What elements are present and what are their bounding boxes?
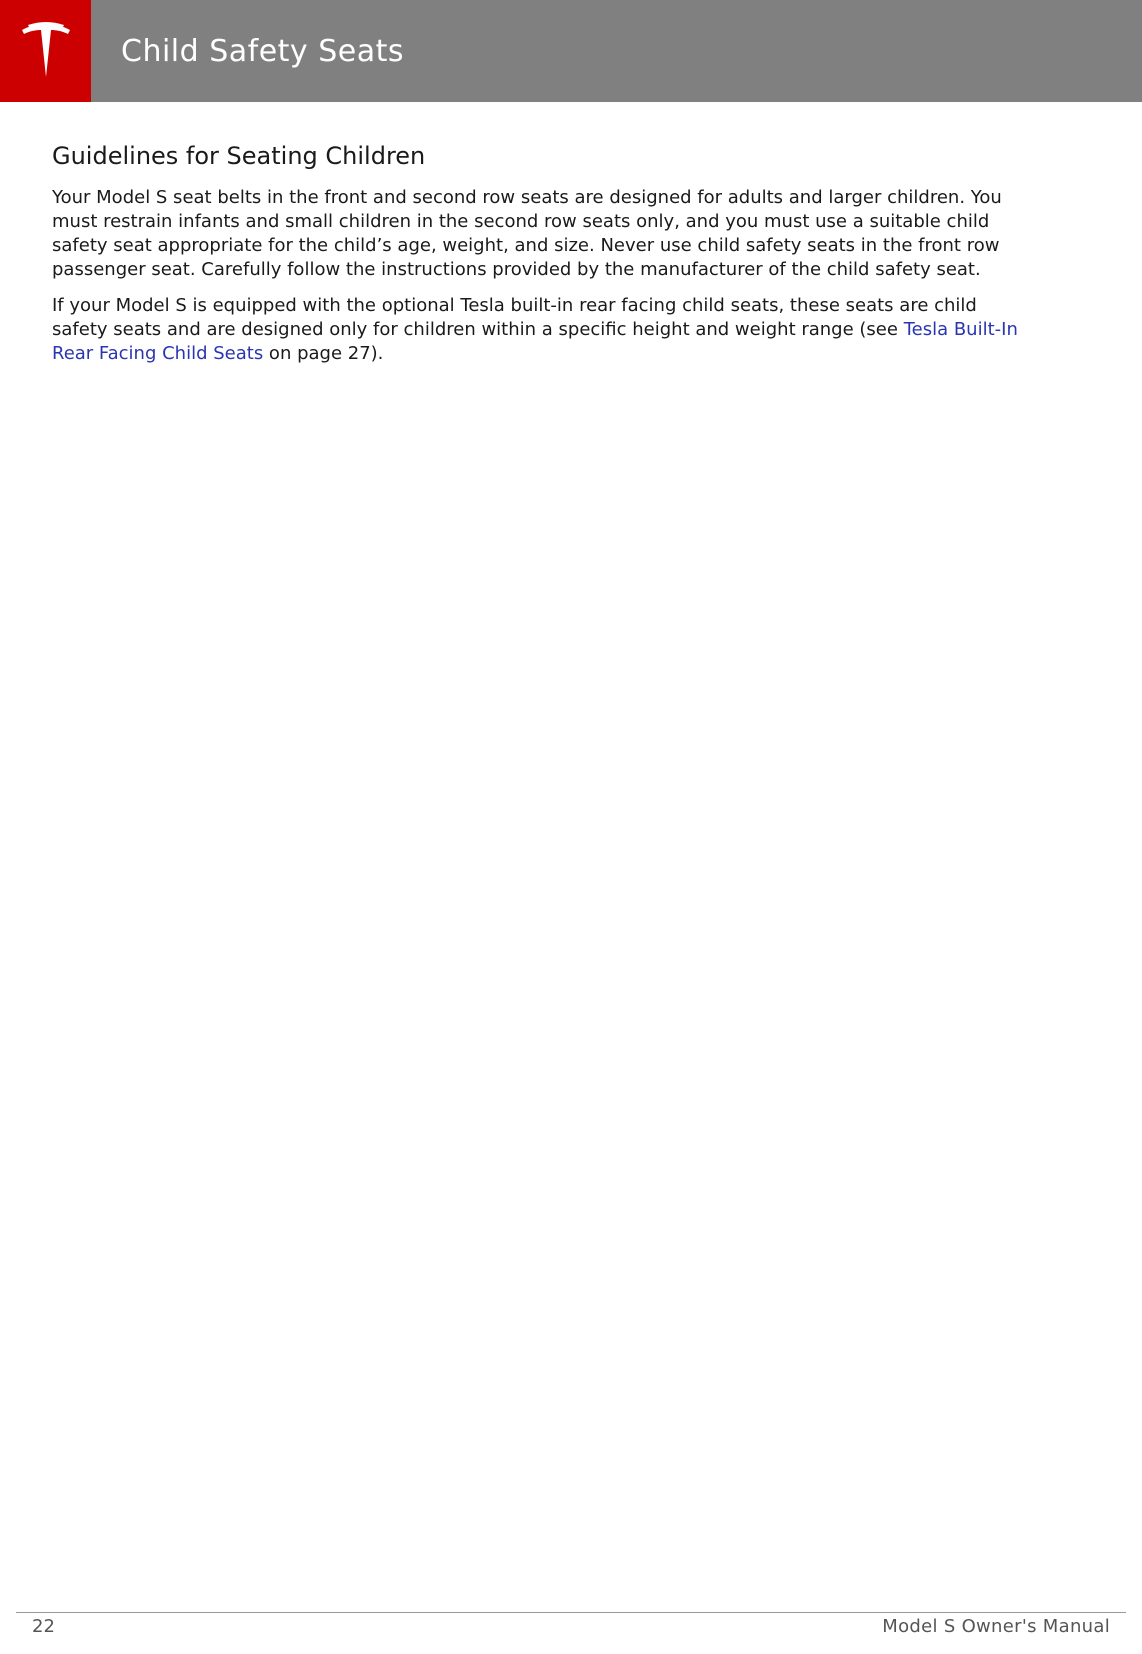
cross-reference-link[interactable]: Tesla Built-In Rear Facing Child Seats — [52, 319, 1018, 364]
tesla-logo-icon — [18, 21, 74, 81]
paragraph-text-start: If your Model S is equipped with the optional Tesla built-in rear facing child seats, these seats are child safety seats and are designed only for children within a specific height and weight range (see — [52, 295, 977, 340]
section-title: Child Safety Seats — [121, 33, 404, 69]
footer-divider — [16, 1612, 1126, 1613]
page-number: 22 — [32, 1616, 55, 1637]
page-header — [0, 0, 1142, 102]
manual-name: Model S Owner's Manual — [882, 1616, 1110, 1637]
paragraph-seat-belts: Your Model S seat belts in the front and second row seats are designed for adults and larger children. You must restrain infants and small children in the second row seats only, and you must use a suitable child safety seat appropriate for the child’s age, weight, and size. Never use child safety seats in the front row passenger seat. Carefully follow the instructions provided by the manufacturer of the child safety seat. — [52, 187, 1002, 280]
subsection-heading: Guidelines for Seating Children — [52, 142, 426, 170]
paragraph-text-end: on page 27). — [263, 343, 384, 364]
logo-block — [0, 0, 91, 102]
main-content — [52, 142, 1032, 378]
title-bar — [91, 0, 1142, 102]
paragraph-built-in-seats — [52, 294, 1032, 366]
